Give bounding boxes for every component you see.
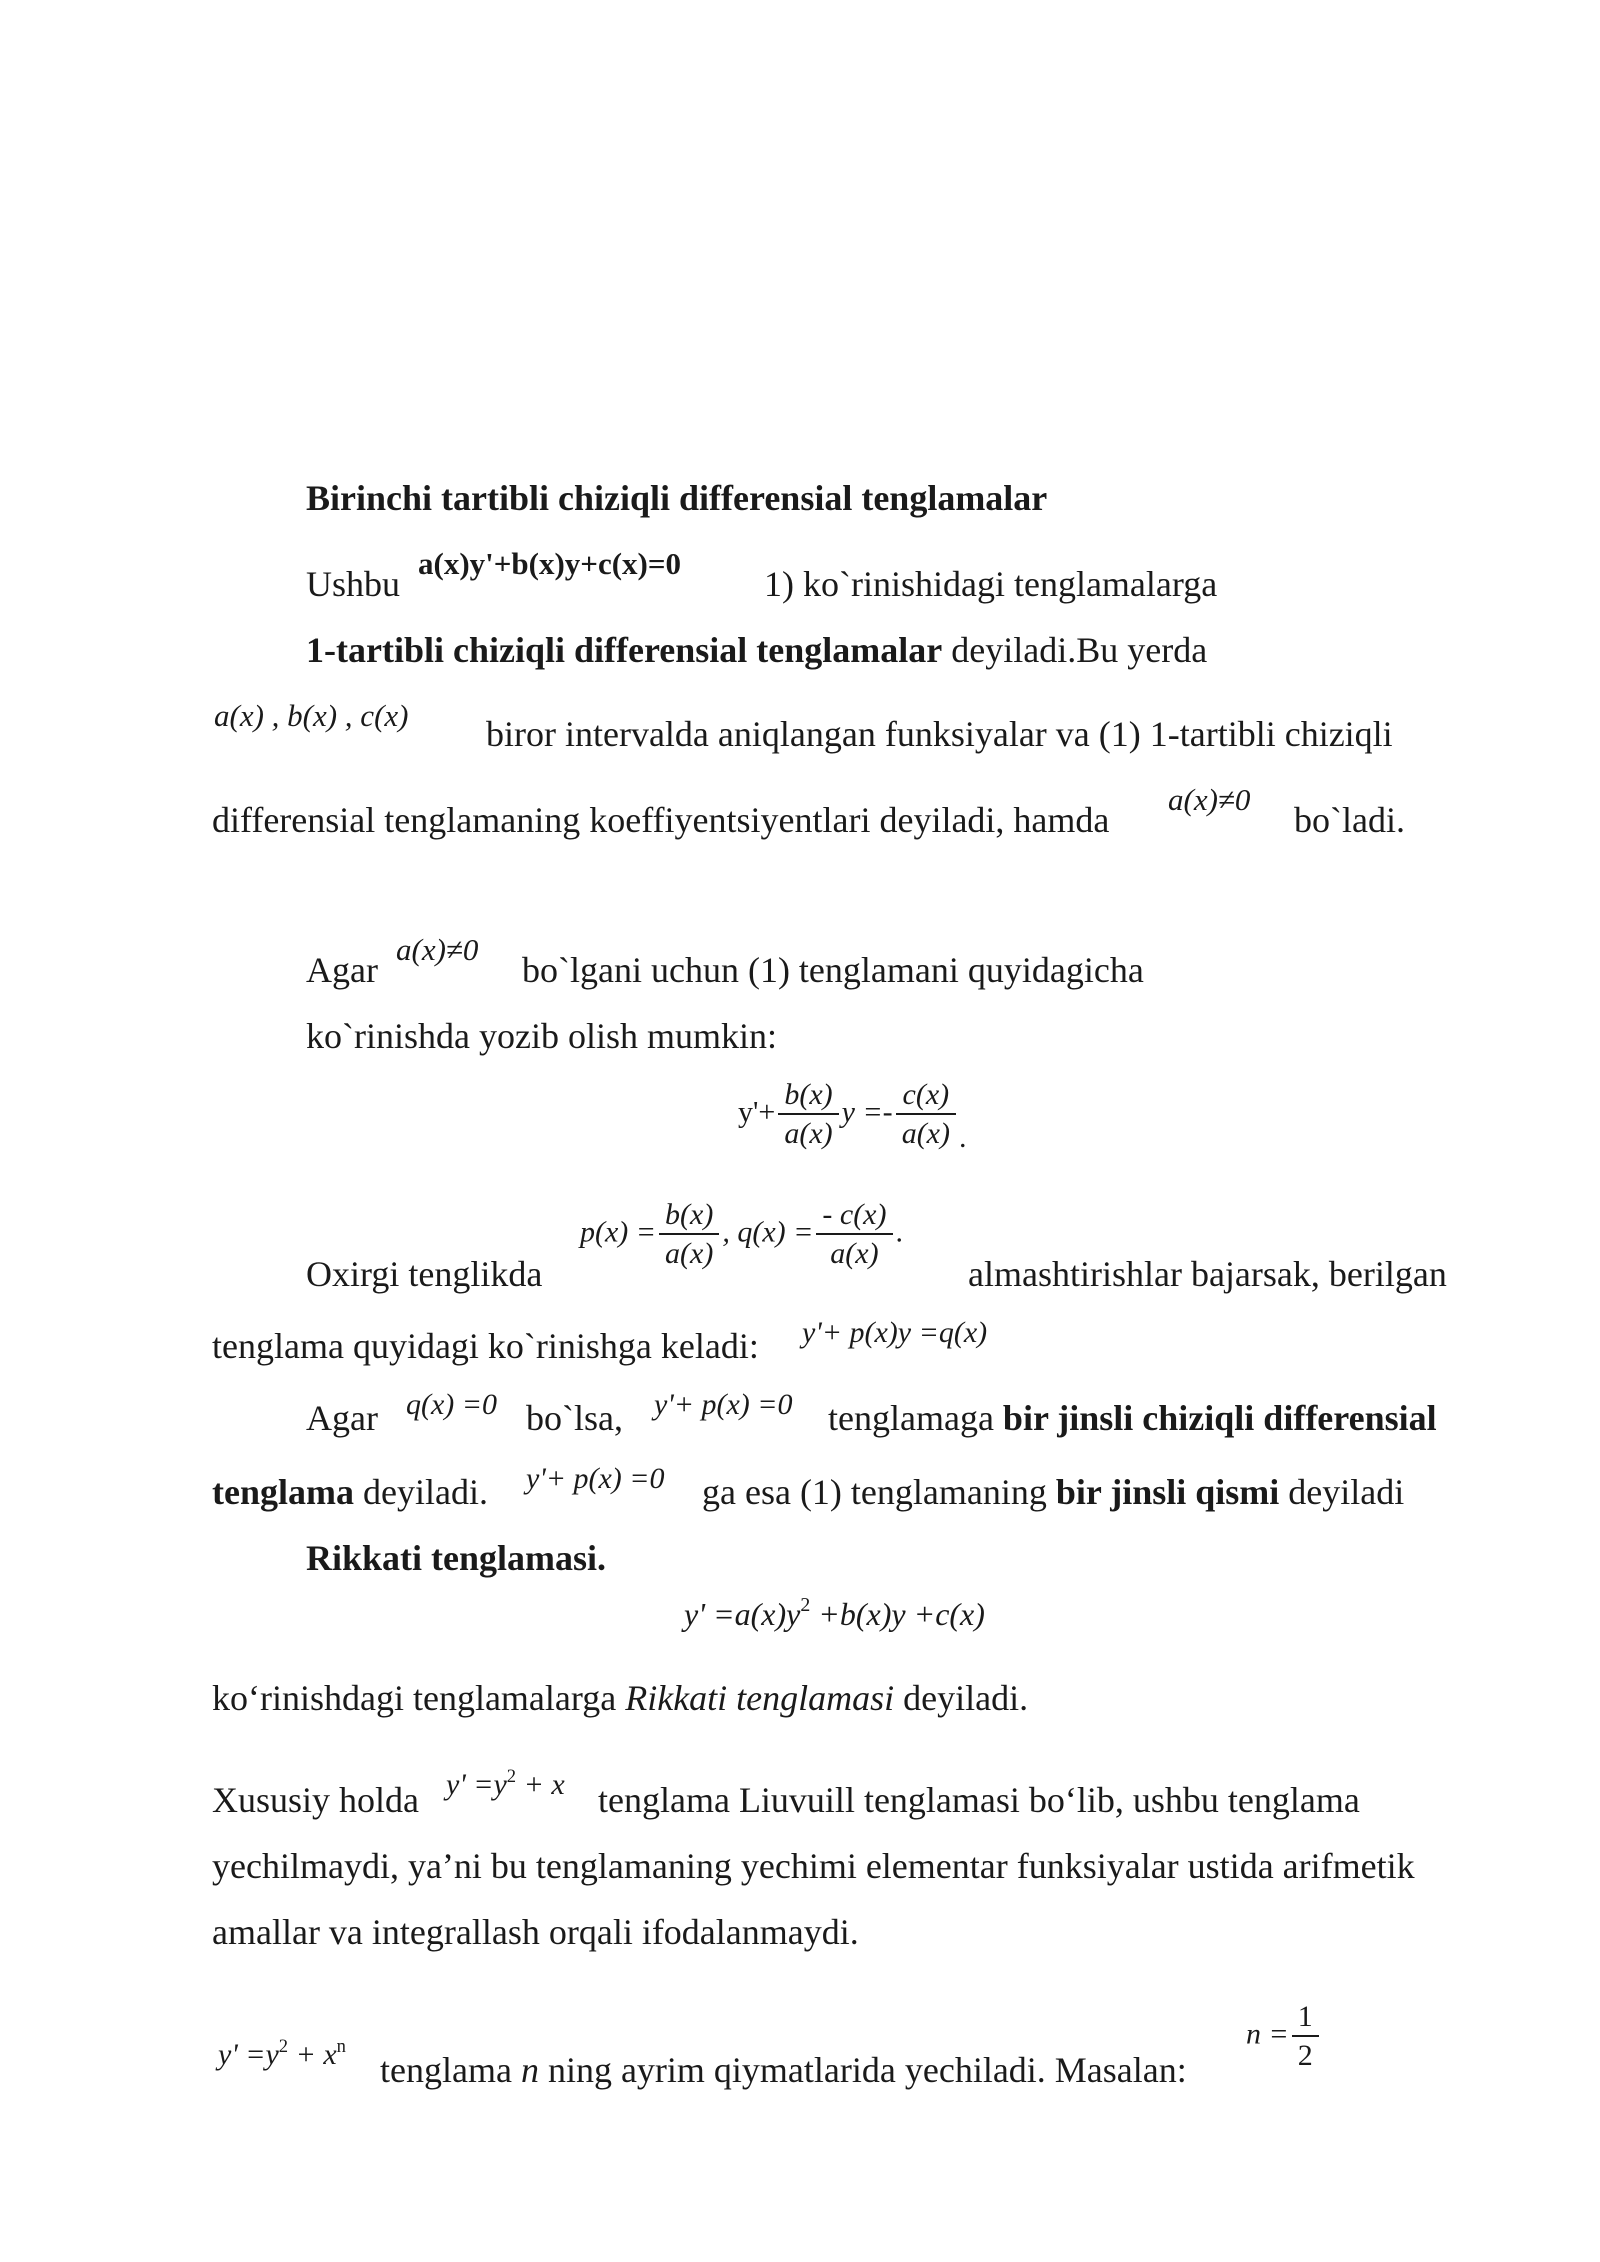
riccati-exponent: 2: [800, 1594, 811, 1616]
coefficient-list: a(x) , b(x) , c(x): [214, 698, 409, 733]
homogeneous-part-lead: ga esa (1) tenglamaning: [702, 1472, 1047, 1512]
fraction-numerator: b(x): [784, 1078, 833, 1111]
homogeneous-equation: y'+ p(x) =0: [654, 1388, 793, 1421]
substitution-tail: almashtirishlar bajarsak, berilgan: [968, 1254, 1447, 1294]
homogeneous-equation-2: y'+ p(x) =0: [526, 1462, 665, 1495]
fraction-numerator: - c(x): [822, 1198, 887, 1231]
homogeneous-part-tail: deyiladi: [1279, 1472, 1405, 1512]
liouville-tail: tenglama Liuvuill tenglamasi bo‘lib, ushbu tenglama: [598, 1780, 1360, 1820]
agar-tail: bo`lgani uchun (1) tenglamani quyidagicha: [522, 950, 1144, 990]
q-lhs: , q(x) =: [722, 1215, 814, 1249]
fraction-denominator: 2: [1292, 2035, 1319, 2071]
definition-tail: deyiladi.Bu yerda: [942, 630, 1208, 670]
intro-tail: 1) ko`rinishidagi tenglamalarga: [764, 564, 1218, 604]
riccati-title: Rikkati tenglamasi.: [306, 1538, 607, 1578]
liouville-eq-a: y' =y: [446, 1768, 507, 1801]
homogeneous-lead: Agar: [306, 1398, 378, 1438]
general-text-2: ning ayrim qiymatlarida yechiladi. Masalan:: [538, 2050, 1187, 2090]
liouville-line-3: amallar va integrallash orqali ifodalanmaydi.: [212, 1912, 859, 1952]
coefficient-text: biror intervalda aniqlangan funksiyalar va (1) 1-tartibli chiziqli: [486, 714, 1393, 754]
definition-line: [306, 632, 1207, 668]
liouville-line-2: yechilmaydi, ya’ni bu tenglamaning yechimi elementar funksiyalar ustida arifmetik: [212, 1846, 1415, 1886]
q-zero-condition: q(x) =0: [406, 1388, 498, 1421]
n-half-value: [1246, 2002, 1322, 2071]
general-exponent-n: n: [336, 2036, 346, 2057]
nonzero-condition: a(x)≠0: [1168, 782, 1251, 817]
general-eq-a: y' =y: [218, 2038, 279, 2071]
riccati-lhs: y' =a(x)y: [684, 1596, 801, 1632]
rewrite-text: ko`rinishda yozib olish mumkin:: [306, 1016, 777, 1056]
riccati-definition: [212, 1680, 1028, 1716]
fraction-numerator: c(x): [902, 1078, 950, 1111]
eq2-end: .: [958, 1121, 967, 1155]
homogeneous-mid: bo`lsa,: [526, 1398, 623, 1438]
resulting-form-text: tenglama quyidagi ko`rinishga keladi:: [212, 1326, 759, 1366]
fraction-one-half: [1292, 2002, 1319, 2071]
homogeneous-part-text: [702, 1474, 1404, 1510]
linear-equation: a(x)y'+b(x)y+c(x)=0: [418, 546, 682, 581]
homogeneous-word: tenglamaga: [828, 1398, 994, 1438]
fraction-denominator: a(x): [659, 1233, 719, 1269]
riccati-def-lead: ko‘rinishdagi tenglamalarga: [212, 1678, 626, 1718]
riccati-def-tail: deyiladi.: [894, 1678, 1029, 1718]
coefficient-tail: bo`ladi.: [1294, 800, 1405, 840]
substitution-equations: [580, 1200, 903, 1269]
fraction-p: [659, 1200, 719, 1269]
fraction-q: [816, 1200, 892, 1269]
homogeneous-part-term: bir jinsli qismi: [1055, 1472, 1280, 1512]
fraction-denominator: a(x): [896, 1113, 956, 1149]
liouville-lead: Xususiy holda: [212, 1780, 419, 1820]
homogeneous-text: [828, 1400, 1437, 1436]
fraction-b-over-a: [778, 1080, 838, 1149]
liouville-equation: [446, 1766, 565, 1801]
fraction-numerator: b(x): [665, 1198, 714, 1231]
general-text-1: tenglama: [380, 2050, 521, 2090]
p-lhs: p(x) =: [580, 1215, 657, 1249]
substitution-lead: Oxirgi tenglikda: [306, 1254, 543, 1294]
riccati-rhs: +b(x)y +c(x): [810, 1596, 985, 1632]
riccati-def-term: Rikkati tenglamasi: [625, 1678, 895, 1718]
homogeneous-line-2: [212, 1474, 488, 1510]
general-riccati-equation: [218, 2036, 346, 2071]
eq2-lhs: y'+: [738, 1095, 776, 1129]
tenglama-term: tenglama: [212, 1472, 354, 1512]
general-exponent-2: 2: [278, 2036, 289, 2057]
riccati-equation: [684, 1594, 985, 1632]
general-text: [380, 2052, 1187, 2088]
general-eq-b: + x: [288, 2038, 337, 2071]
fraction-c-over-a: [896, 1080, 956, 1149]
fraction-denominator: a(x): [816, 1233, 892, 1269]
fraction-numerator: 1: [1297, 2000, 1313, 2033]
agar-text: Agar: [306, 950, 378, 990]
fraction-denominator: a(x): [778, 1113, 838, 1149]
liouville-eq-b: + x: [516, 1768, 565, 1801]
substitution-end: .: [895, 1215, 903, 1249]
intro-text: Ushbu: [306, 564, 401, 604]
normalized-equation: [738, 1078, 967, 1155]
coefficient-text-2: differensial tenglamaning koeffiyentsiyentlari deyiladi, hamda: [212, 800, 1110, 840]
definition-term: 1-tartibli chiziqli differensial tenglamalar: [306, 630, 943, 670]
linear-standard-equation: y'+ p(x)y =q(x): [802, 1316, 988, 1349]
n-lhs: n =: [1246, 2017, 1289, 2051]
eq2-mid: y =-: [841, 1095, 893, 1129]
general-n: n: [520, 2050, 539, 2090]
deyiladi-text: deyiladi.: [353, 1472, 488, 1512]
homogeneous-term: bir jinsli chiziqli differensial: [1002, 1398, 1437, 1438]
nonzero-condition-2: a(x)≠0: [396, 932, 479, 967]
liouville-exponent: 2: [506, 1766, 517, 1787]
section-title: Birinchi tartibli chiziqli differensial tenglamalar: [306, 478, 1048, 518]
